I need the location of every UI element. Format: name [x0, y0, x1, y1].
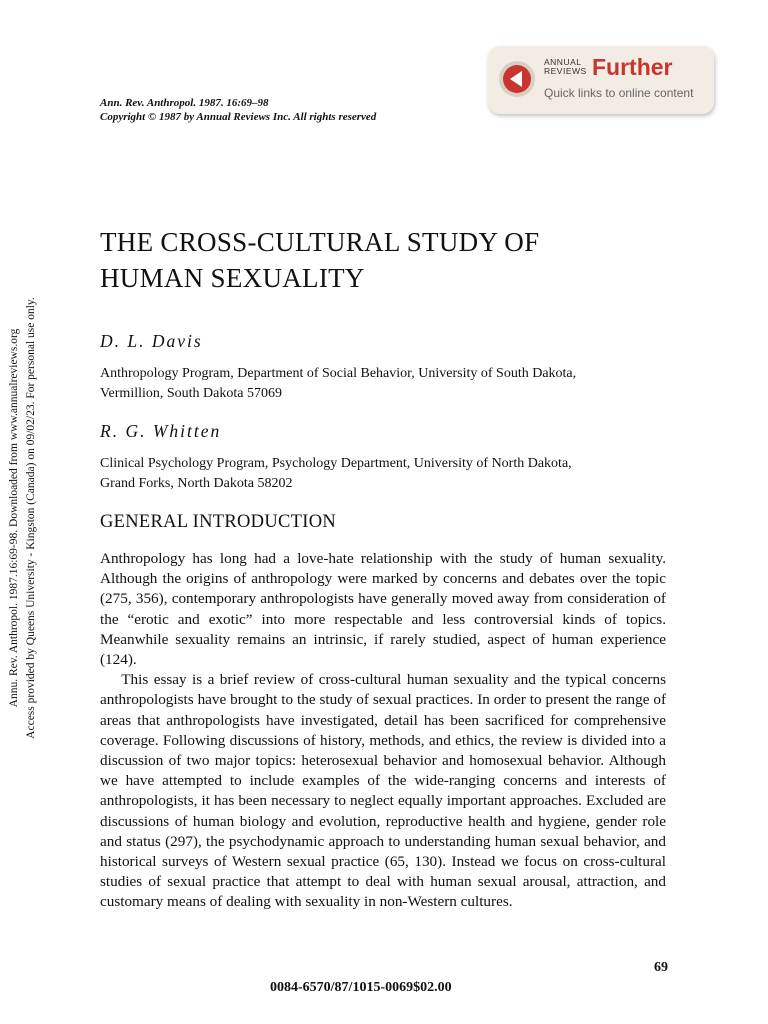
- download-notice-line1: Annu. Rev. Anthropol. 1987.16:69-98. Downloaded from www.annualreviews.org: [8, 328, 20, 708]
- journal-citation: [100, 96, 376, 124]
- author-affiliation: Clinical Psychology Program, Psychology Department, University of North Dakota, Grand Forks, North Dakota 58202: [100, 456, 572, 491]
- further-brand: Further: [592, 54, 673, 80]
- citation-line1: Ann. Rev. Anthropol. 1987. 16:69–98: [100, 97, 269, 109]
- further-tagline: Quick links to online content: [544, 86, 694, 100]
- play-back-icon: [498, 60, 536, 98]
- section-heading: GENERAL INTRODUCTION: [100, 512, 337, 532]
- page-number: 69: [654, 960, 668, 975]
- download-notice-line2: Access provided by Queens University - Kingston (Canada) on 09/02/23. For personal use only.: [25, 297, 37, 739]
- body-paragraph: This essay is a brief review of cross-cultural human sexuality and the typical concerns anthropologists have brought to the study of sexual practices. In order to present the range of areas that anthropologists have investigated, detail has been sacrificed for comprehensive coverage. Following discussions of history, methods, and ethics, the review is divided into a discussion of two major topics: heterosexual behavior and homosexual behavior. Although we have attempted to include examples of the wide-ranging concerns and interests of anthropologists, it has been necessary to neglect equally important approaches. Excluded are discussions of human biology and evolution, reproductive health and hygiene, gender role and status (297), the psychodynamic approach to understanding human sexual behavior, and historical surveys of Western sexual practice (65, 130). Instead we focus on cross-cultural studies of sexual practice that attempt to deal with human sexual arousal, attraction, and customary means of dealing with sexuality in non-Western cultures.: [100, 671, 666, 911]
- copyright-line: Copyright © 1987 by Annual Reviews Inc. All rights reserved: [100, 111, 377, 123]
- download-notice: [6, 258, 52, 778]
- author-name: D. L. Davis: [100, 331, 203, 351]
- article-title: THE CROSS-CULTURAL STUDY OF HUMAN SEXUALITY: [100, 227, 540, 293]
- body-paragraph: Anthropology has long had a love-hate relationship with the study of human sexuality. Although the origins of anthropology were marked by concerns and debates over the topic (275, 356), contemporary anthropologists have generally moved away from consideration of the “erotic and exotic” into more respectable and less controversial kinds of topics. Meanwhile sexuality remains an intrinsic, if rarely studied, aspect of human experience (124).: [100, 550, 666, 669]
- further-links-button[interactable]: [488, 46, 714, 114]
- article-body: [100, 549, 666, 913]
- annual-reviews-wordmark: ANNUAL REVIEWS: [544, 57, 587, 76]
- author-name: R. G. Whitten: [100, 421, 222, 441]
- author-affiliation: Anthropology Program, Department of Social Behavior, University of South Dakota, Vermillion, South Dakota 57069: [100, 366, 577, 401]
- article-code: 0084-6570/87/1015-0069$02.00: [270, 980, 452, 995]
